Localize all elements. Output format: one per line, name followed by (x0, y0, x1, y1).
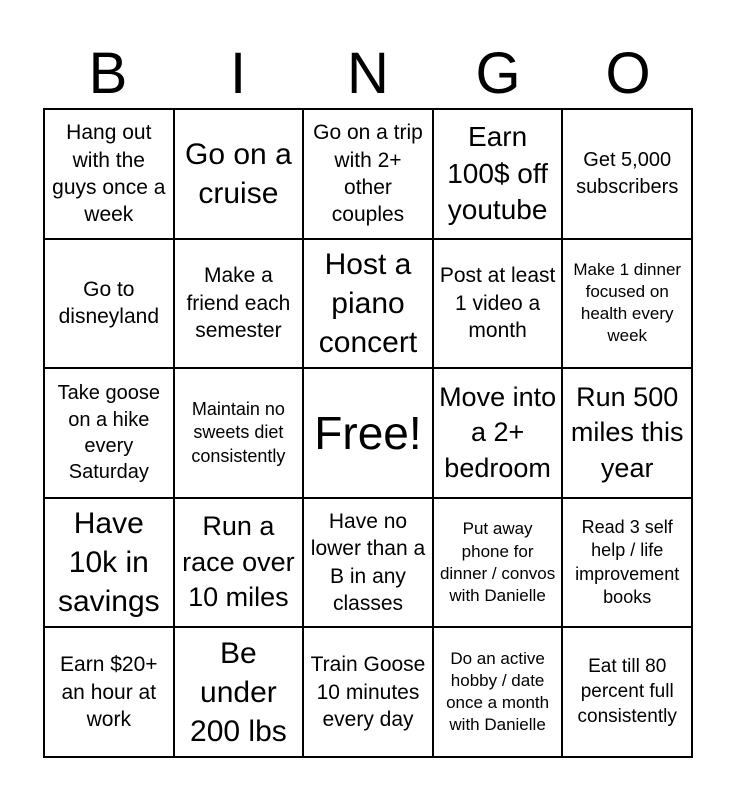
bingo-cell[interactable] (433, 109, 563, 239)
bingo-cell[interactable] (433, 498, 563, 628)
bingo-cell[interactable] (44, 109, 174, 239)
cell-text: Host a piano concert (318, 247, 418, 359)
bingo-cell[interactable] (562, 498, 692, 628)
cell-text: Maintain no sweets diet consistently (191, 398, 286, 466)
bingo-cell[interactable] (562, 109, 692, 239)
bingo-card-grid (43, 108, 693, 758)
bingo-header (43, 40, 693, 108)
bingo-cell[interactable] (562, 627, 692, 757)
bingo-cell[interactable] (433, 239, 563, 369)
cell-text: Train Goose 10 minutes every day (310, 653, 426, 731)
header-letter-o: O (605, 41, 651, 106)
header-letter-b: B (88, 41, 128, 106)
cell-text: Be under 200 lbs (190, 636, 287, 748)
bingo-cell[interactable] (174, 627, 304, 757)
bingo-cell[interactable] (433, 627, 563, 757)
cell-text: Read 3 self help / life improvement books (575, 516, 680, 607)
header-letter-g: G (475, 41, 521, 106)
bingo-cell[interactable] (303, 627, 433, 757)
bingo-cell[interactable] (174, 368, 304, 498)
cell-text: Go to disneyland (58, 278, 159, 329)
cell-text: Hang out with the guys once a week (52, 121, 166, 227)
bingo-cell[interactable] (44, 498, 174, 628)
free-space-cell[interactable] (303, 368, 433, 498)
bingo-cell[interactable] (44, 368, 174, 498)
bingo-cell[interactable] (433, 368, 563, 498)
cell-text: Go on a trip with 2+ other couples (313, 121, 423, 227)
cell-text: Eat till 80 percent full consistently (577, 656, 677, 727)
cell-text: Make a friend each semester (186, 264, 291, 343)
header-letter-n: N (347, 41, 389, 106)
cell-text: Make 1 dinner focused on health every week (573, 260, 682, 346)
bingo-cell[interactable] (44, 627, 174, 757)
cell-text: Get 5,000 subscribers (576, 149, 679, 198)
bingo-cell[interactable] (303, 498, 433, 628)
cell-text: Move into a 2+ bedroom (439, 381, 557, 483)
cell-text: Go on a cruise (185, 137, 292, 210)
bingo-cell[interactable] (303, 239, 433, 369)
cell-text: Put away phone for dinner / convos with Danielle (439, 519, 556, 605)
cell-text: Earn 100$ off youtube (447, 121, 548, 225)
cell-text: Have no lower than a B in any classes (310, 510, 426, 615)
cell-text: Post at least 1 video a month (439, 264, 556, 343)
cell-text: Run 500 miles this year (570, 381, 684, 483)
bingo-cell[interactable] (303, 109, 433, 239)
bingo-cell[interactable] (174, 109, 304, 239)
free-space-text: Free! (314, 406, 422, 459)
header-letter-i: I (229, 41, 247, 106)
cell-text: Earn $20+ an hour at work (60, 653, 158, 731)
cell-text: Do an active hobby / date once a month with Danielle (446, 649, 550, 735)
bingo-cell[interactable] (562, 239, 692, 369)
cell-text: Take goose on a hike every Saturday (57, 382, 160, 484)
cell-text: Run a race over 10 miles (182, 511, 295, 613)
bingo-cell[interactable] (44, 239, 174, 369)
bingo-cell[interactable] (174, 498, 304, 628)
bingo-cell[interactable] (562, 368, 692, 498)
bingo-cell[interactable] (174, 239, 304, 369)
cell-text: Have 10k in savings (57, 507, 160, 619)
